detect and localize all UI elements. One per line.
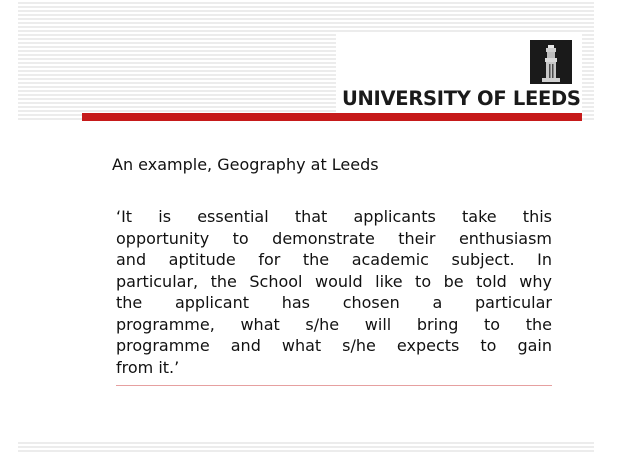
quote-line: opportunity to demonstrate their enthusiasm xyxy=(116,228,552,248)
quote-line: particular, the School would like to be told why xyxy=(116,271,552,291)
quote-line: programme, what s/he will bring to the xyxy=(116,314,552,334)
left-margin xyxy=(0,0,18,452)
quote-block xyxy=(116,206,552,378)
quote-line: the applicant has chosen a particular xyxy=(116,293,552,312)
right-margin xyxy=(594,0,638,452)
quote-line: ‘It is essential that applicants take this xyxy=(116,207,552,226)
bottom-divider xyxy=(116,385,552,386)
header-accent-bar xyxy=(82,113,582,121)
logo-wordmark: UNIVERSITY OF LEEDS xyxy=(342,87,581,110)
slide-subtitle: An example, Geography at Leeds xyxy=(112,155,379,174)
quote-line: programme and what s/he expects to gain xyxy=(116,336,552,355)
quote-line: and aptitude for the academic subject. In xyxy=(116,250,552,269)
quote-line: from it.’ xyxy=(116,357,180,377)
parkinson-tower-icon xyxy=(530,40,572,84)
